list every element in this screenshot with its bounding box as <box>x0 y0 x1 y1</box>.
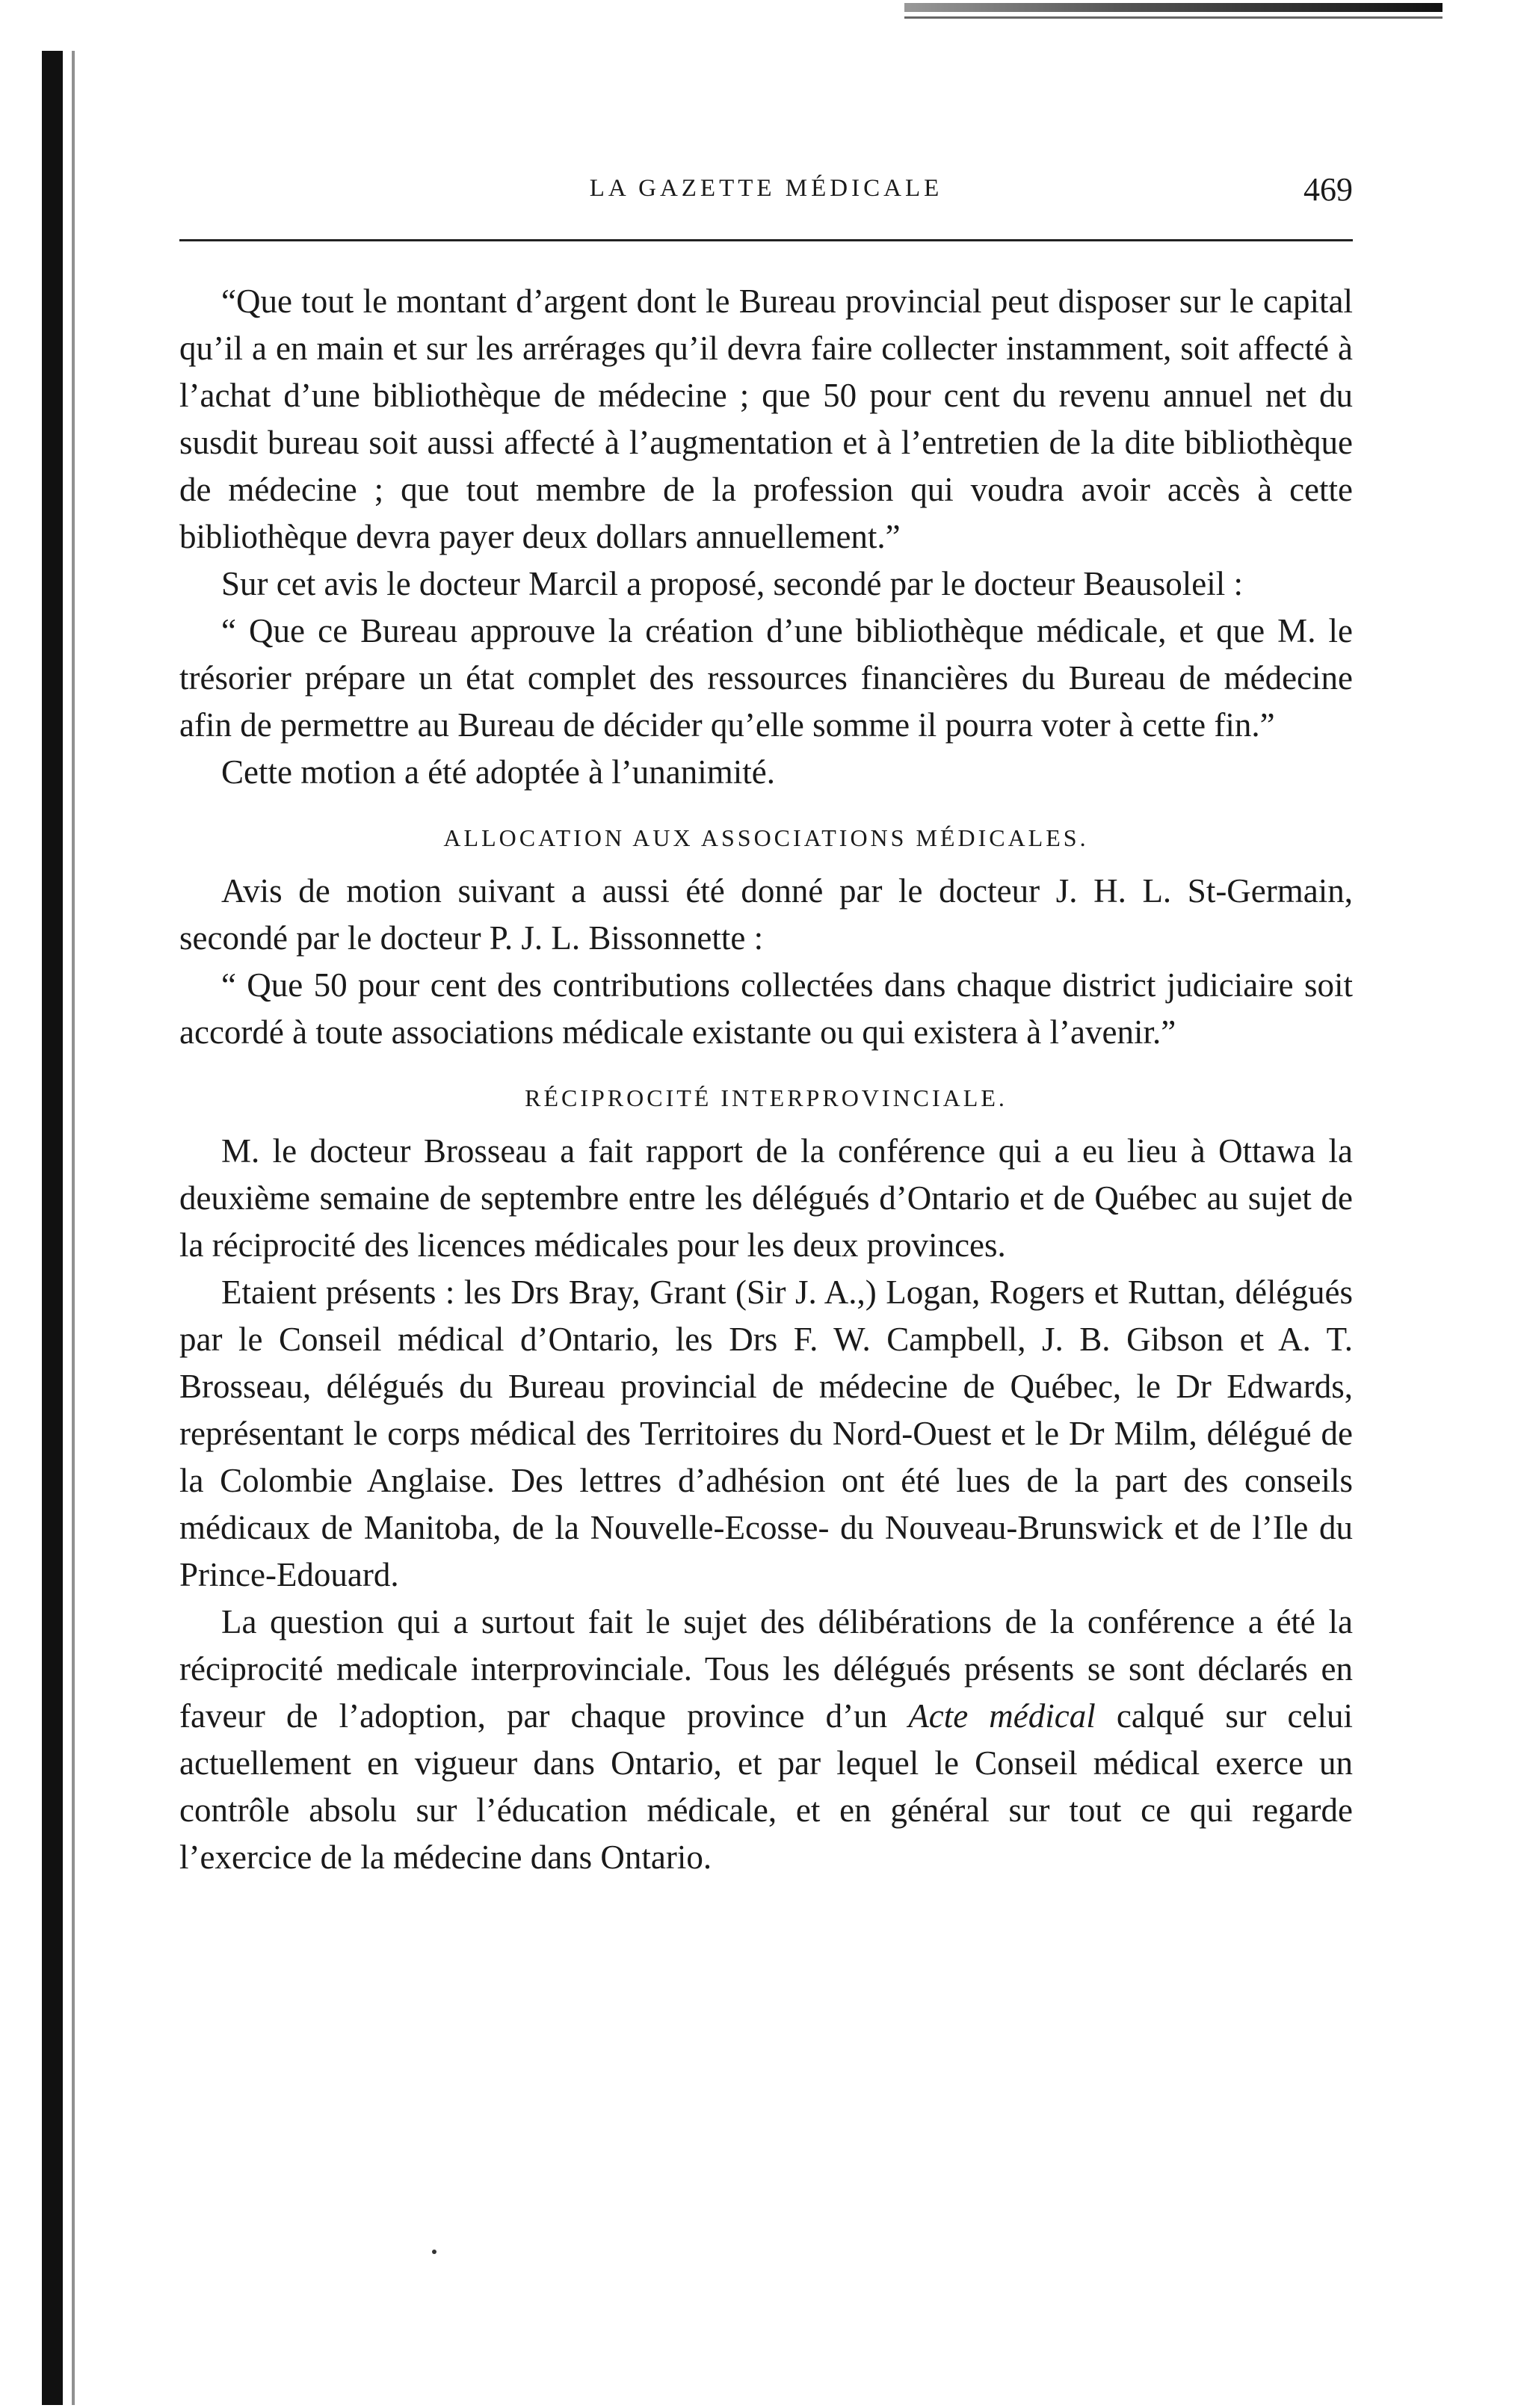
paragraph-text-part: calqué sur celui actuellement en vigueur dans Ontario, et par lequel le Conseil médical exerce un contrôle absolu sur l’éducation médicale, et en général sur tout ce qui regarde l’exercice de la médecine dans Ontario. <box>179 1697 1353 1876</box>
paragraph-brosseau-report: M. le docteur Brosseau a fait rapport de la conférence qui a eu lieu à Ottawa la deuxième semaine de septembre entre les délégués d’Ontario et de Québec au sujet de la réciprocité des licences médicales pour les deux provinces. <box>179 1132 1353 1264</box>
scan-edge-top <box>904 3 1443 12</box>
paragraph-reciprocity-question <box>179 1599 1353 1881</box>
paragraph-marcil-proposal: Sur cet avis le docteur Marcil a proposé, secondé par le docteur Beausoleil : <box>221 565 1244 602</box>
header-rule <box>179 239 1353 241</box>
paragraph-st-germain-motion: Avis de motion suivant a aussi été donné par le docteur J. H. L. St-Germain, secondé par le docteur P. J. L. Bissonnette : <box>179 872 1353 957</box>
scan-speck <box>432 2250 436 2254</box>
paragraph-text-part: La question qui a surtout fait le sujet des délibérations de la conférence a été la réciprocité medicale interprovinciale. Tous les délégués présents se sont déclarés en faveur de l’adoption, par chaque province d’un <box>179 1603 1353 1735</box>
paragraph-motion-library: “Que tout le montant d’argent dont le Bureau provincial peut disposer sur le capital qu’il a en main et sur les arrérages qu’il devra faire collecter instamment, soit affecté à l’achat d’une bibliothèque de médecine ; que 50 pour cent du revenu annuel net du susdit bureau soit aussi affecté à l’augmentation et à l’entretien de la dite bibliothèque de médecine ; que tout membre de la profession qui voudra avoir accès à cette bibliothèque devra payer deux dollars annuellement.” <box>179 283 1353 555</box>
article-body <box>179 278 1353 1881</box>
section-heading-reciprocity: RÉCIPROCITÉ INTERPROVINCIALE. <box>525 1084 1008 1111</box>
journal-title: LA GAZETTE MÉDICALE <box>589 175 943 202</box>
acte-medical-title: Acte médical <box>908 1697 1096 1735</box>
scan-edge-top-line <box>904 16 1443 19</box>
paragraph-bureau-approval: “ Que ce Bureau approuve la création d’une bibliothèque médicale, et que M. le trésorier prépare un état complet des ressources financières du Bureau de médecine afin de permettre au Bureau de décider qu’elle somme il pourra voter à cette fin.” <box>179 612 1353 744</box>
paragraph-adopted: Cette motion a été adoptée à l’unanimité. <box>221 753 775 791</box>
section-heading-allocation: ALLOCATION AUX ASSOCIATIONS MÉDICALES. <box>443 824 1089 851</box>
paragraph-attendees: Etaient présents : les Drs Bray, Grant (Sir J. A.,) Logan, Rogers et Ruttan, délégués par le Conseil médical d’Ontario, les Drs F. W. Campbell, J. B. Gibson et A. T. Brosseau, délégués du Bureau provincial de médecine de Québec, le Dr Edwards, représentant le corps médical des Territoires du Nord-Ouest et le Dr Milm, délégué de la Colombie Anglaise. Des lettres d’adhésion ont été lues de la part des conseils médicaux de Manitoba, de la Nouvelle-Ecosse- du Nouveau-Brunswick et de l’Ile du Prince-Edouard. <box>179 1274 1353 1593</box>
scan-binding-line <box>72 51 75 2405</box>
page-number: 469 <box>1303 171 1353 208</box>
scan-binding-edge <box>42 51 63 2405</box>
running-head <box>179 170 1353 215</box>
paragraph-contributions: “ Que 50 pour cent des contributions collectées dans chaque district judiciaire soit accordé à toute associations médicale existante ou qui existera à l’avenir.” <box>179 966 1353 1051</box>
